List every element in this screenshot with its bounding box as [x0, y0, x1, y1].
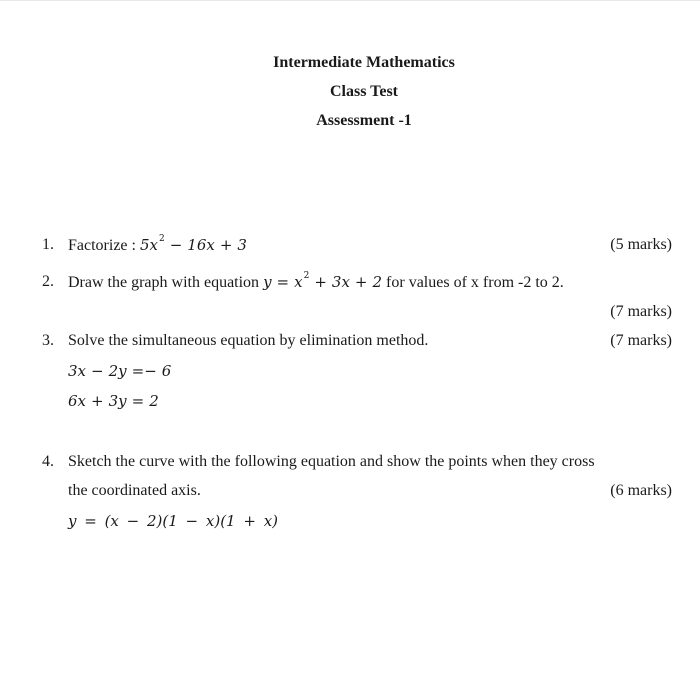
- question-2-range: for values of x from -2 to 2.: [386, 274, 564, 291]
- q3-eq1-equals: =−: [131, 362, 157, 380]
- q3-eq1-a: 3x: [68, 362, 87, 380]
- question-1-number: 1.: [42, 236, 54, 253]
- assessment-label: Assessment -1: [316, 112, 412, 129]
- q2-lhs: y: [263, 273, 272, 291]
- q1-term-b: 16x: [187, 236, 215, 254]
- q1-op2: +: [219, 236, 233, 254]
- question-3-marks: (7 marks): [610, 332, 672, 349]
- question-4-text-line-1: Sketch the curve with the following equation and show the points when they cross: [68, 453, 595, 470]
- question-1-marks: (5 marks): [610, 236, 672, 253]
- top-border: [0, 0, 700, 1]
- q2-term-b: 3x: [331, 273, 350, 291]
- question-2-marks: (7 marks): [610, 303, 672, 320]
- q3-eq1-op: −: [91, 362, 104, 380]
- q2-x: x: [294, 273, 303, 291]
- question-1-expression: [140, 236, 247, 254]
- q2-op2: +: [354, 273, 368, 291]
- question-2-prompt: Draw the graph with equation: [68, 274, 260, 291]
- q1-op1: −: [169, 236, 183, 254]
- q3-eq1-c: 6: [161, 362, 172, 380]
- q1-term-c: 3: [237, 236, 247, 254]
- question-2-number: 2.: [42, 273, 54, 290]
- q2-term-c: 2: [372, 273, 383, 291]
- question-4-marks: (6 marks): [610, 482, 672, 499]
- q1-exponent: 2: [158, 234, 165, 244]
- question-4-text-line-2: the coordinated axis.: [68, 482, 201, 499]
- q3-eq2-c: 2: [149, 392, 159, 410]
- q3-eq2-b: 3y: [108, 392, 127, 410]
- question-4-equation: y = (x − 2)(1 − x)(1 + x): [68, 512, 279, 530]
- document-title: Intermediate Mathematics: [273, 54, 455, 71]
- question-1-text: [68, 235, 247, 258]
- question-3-equation-2: [68, 391, 159, 411]
- q3-eq2-op: +: [91, 392, 104, 410]
- q2-exponent: 2: [303, 271, 310, 281]
- q1-term-a: 5x: [139, 236, 158, 254]
- q3-eq1-b: 2y: [108, 362, 127, 380]
- question-4-number: 4.: [42, 453, 54, 470]
- question-1-prompt: Factorize :: [68, 237, 136, 254]
- question-2-expression: [263, 273, 382, 291]
- q3-eq2-equals: =: [131, 392, 145, 410]
- q2-equals: =: [276, 273, 290, 291]
- document-subtitle: Class Test: [329, 83, 399, 100]
- question-2-text: [68, 272, 564, 295]
- q3-eq2-a: 6x: [68, 392, 87, 410]
- question-3-number: 3.: [42, 332, 54, 349]
- question-3-equation-1: [68, 361, 171, 381]
- q2-op1: +: [314, 273, 327, 291]
- question-3-text: Solve the simultaneous equation by elimination method.: [68, 332, 429, 349]
